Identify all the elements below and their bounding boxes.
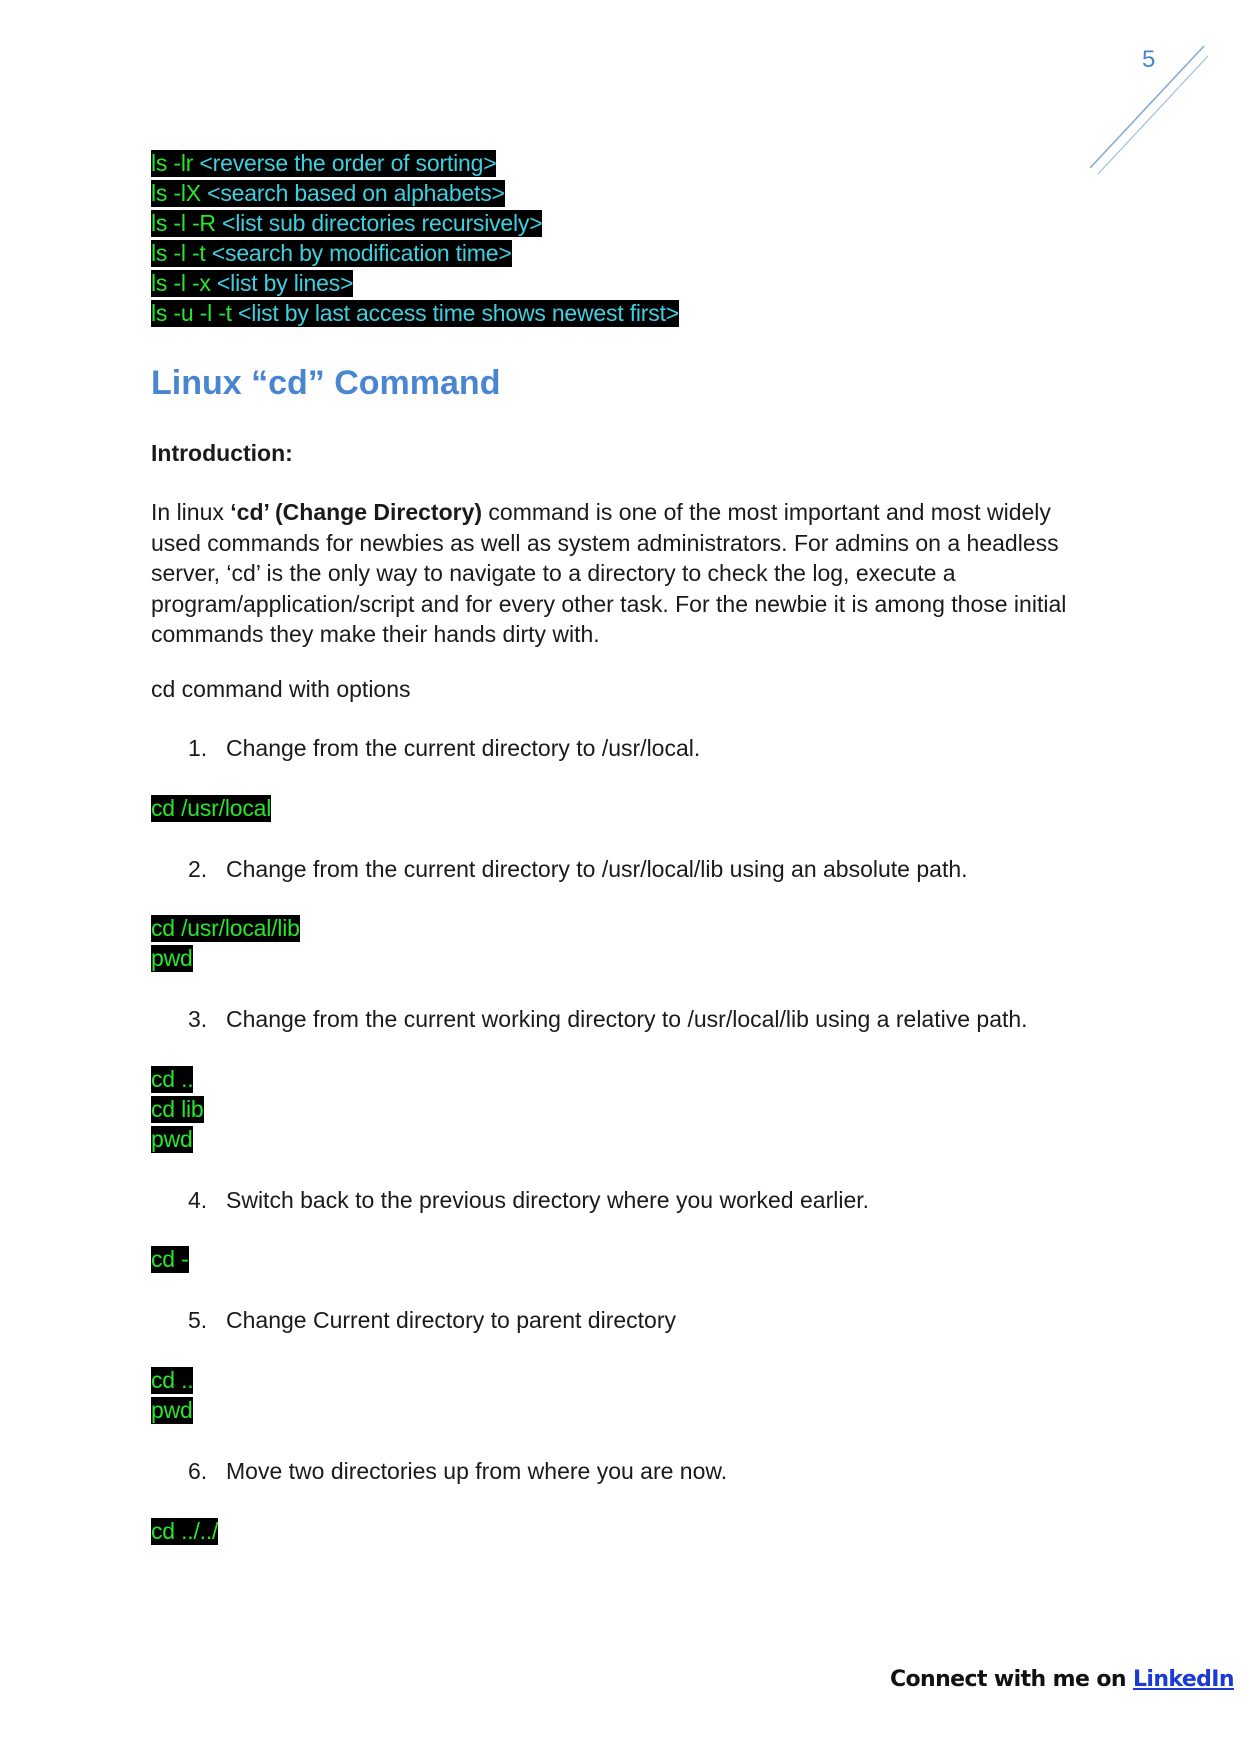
code-command: ls -l -R (151, 210, 223, 236)
code-line: pwd (151, 1397, 193, 1423)
code-line: cd /usr/local (151, 795, 272, 821)
code-note: <list by lines> (216, 270, 354, 296)
code-line-ls (151, 270, 353, 297)
corner-decoration (1090, 40, 1230, 180)
code-command: ls -lX (151, 180, 208, 206)
code-line: cd .. (151, 1367, 194, 1393)
code-note: <reverse the order of sorting> (199, 150, 497, 176)
code-line: cd ../../ (151, 1518, 219, 1544)
list-item: 4. Switch back to the previous directory where you worked earlier. (188, 1187, 870, 1213)
code-line-ls (151, 240, 512, 267)
page-number: 5 (1142, 46, 1156, 73)
code-line-ls (151, 150, 496, 177)
code-line: cd .. (151, 1066, 194, 1092)
code-line-ls (151, 210, 542, 237)
code-line-ls (151, 180, 505, 207)
list-item: 3. Change from the current working directory to /usr/local/lib using a relative path. (188, 1006, 1028, 1032)
code-line: cd /usr/local/lib (151, 915, 300, 941)
code-line: cd lib (151, 1096, 204, 1122)
code-line: pwd (151, 1126, 193, 1152)
options-label: cd command with options (151, 676, 411, 702)
footer-text: Connect with me on (890, 1667, 1133, 1692)
code-command: ls -u -l -t (151, 300, 239, 326)
list-item: 2. Change from the current directory to /usr/local/lib using an absolute path. (188, 856, 968, 882)
code-note: <search by modification time> (211, 240, 512, 266)
code-note: <list sub directories recursively> (222, 210, 543, 236)
intro-bold-term: ‘cd’ (Change Directory) (230, 499, 483, 525)
intro-label: Introduction: (151, 440, 293, 466)
code-command: ls -l -x (151, 270, 217, 296)
footer (890, 1667, 1234, 1692)
list-item: 6. Move two directories up from where you are now. (188, 1458, 728, 1484)
intro-paragraph: In linux ‘cd’ (Change Directory) command is one of the most important and most widely used commands for newbies as well as system administrators. For admins on a headless server, ‘cd’ is the only way to navigate to a directory to check the log, execute a program/application/script and for every other task. For the newbie it is among those initial commands they make their hands dirty with. (151, 499, 1067, 647)
code-note: <search based on alphabets> (207, 180, 505, 206)
list-item: 5. Change Current directory to parent directory (188, 1307, 676, 1333)
code-command: ls -l -t (151, 240, 212, 266)
list-item: 1. Change from the current directory to /usr/local. (188, 735, 701, 761)
linkedin-link[interactable]: LinkedIn (1132, 1667, 1234, 1692)
section-heading: Linux “cd” Command (151, 364, 501, 402)
code-line: cd - (151, 1246, 189, 1272)
code-command: ls -lr (151, 150, 200, 176)
code-line-ls (151, 300, 679, 327)
code-line: pwd (151, 945, 193, 971)
code-note: <list by last access time shows newest first> (238, 300, 679, 326)
